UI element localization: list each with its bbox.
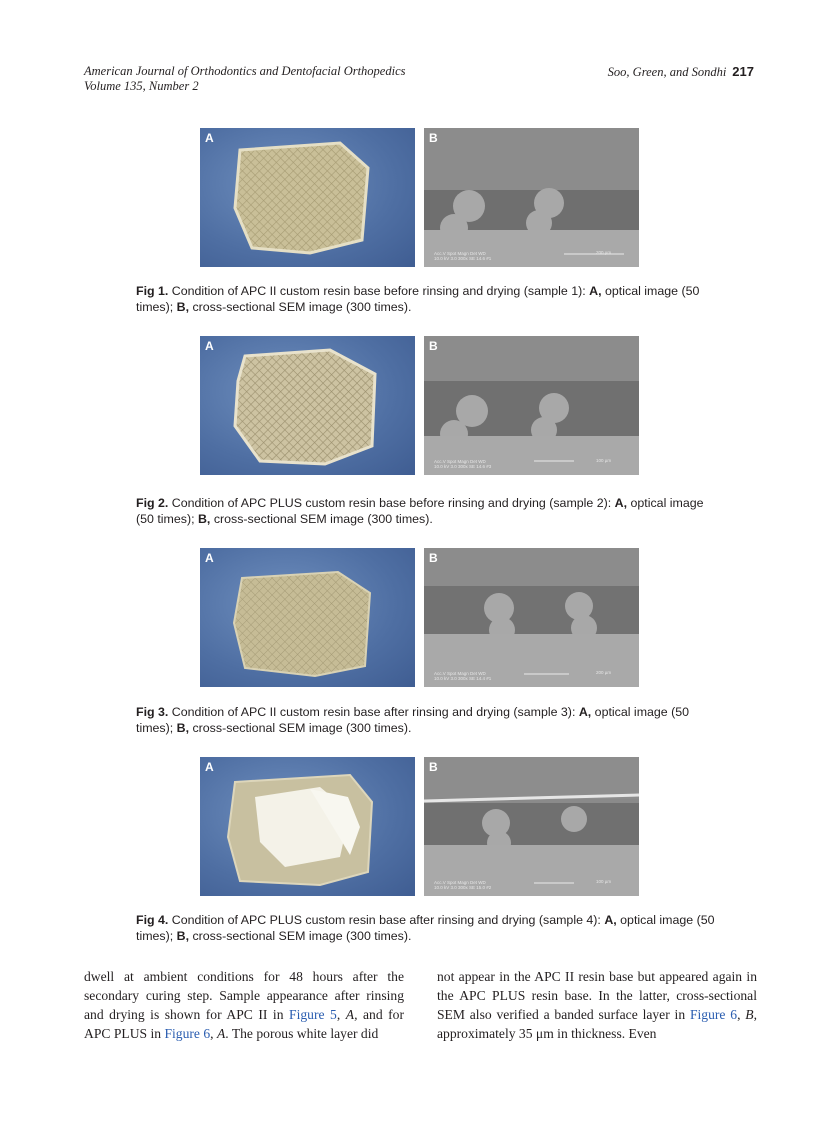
sem-info-line-2: 10.0 kV 3.0 300x SE 14.6 #1 — [434, 256, 492, 261]
resin-base-photo — [200, 548, 415, 687]
figure-4-caption — [136, 912, 716, 944]
panel-label-b: B — [429, 131, 438, 145]
caption-text: cross-sectional SEM image (300 times). — [210, 512, 433, 526]
figure-6-link[interactable]: Figure 6 — [689, 1007, 738, 1022]
body-text: , approximately 35 μm in thickness. Even — [437, 1007, 757, 1041]
caption-text: cross-sectional SEM image (300 times). — [189, 929, 412, 943]
figure-3-caption — [136, 704, 716, 736]
caption-panel-b: B, — [176, 929, 190, 943]
running-header-authors — [608, 64, 754, 80]
sem-cross-section — [424, 757, 639, 896]
panel-label-a: A — [205, 760, 214, 774]
body-text: not appear in the APC II resin base but appeared again in the APC PLUS resin base. In the latter, cross-sectional SEM also verified a banded surface layer in — [437, 969, 757, 1022]
caption-text: Condition of APC II custom resin base after rinsing and drying (sample 3): — [168, 705, 579, 719]
caption-text: Condition of APC PLUS custom resin base after rinsing and drying (sample 4): — [168, 913, 605, 927]
figure-6-link[interactable]: Figure 6 — [164, 1026, 211, 1041]
body-text: . The porous white layer did — [225, 1026, 379, 1041]
authors: Soo, Green, and Sondhi — [607, 65, 727, 79]
body-text: , — [336, 1007, 346, 1022]
resin-base-photo — [200, 336, 415, 475]
body-text: and for APC PLUS in — [84, 1007, 405, 1041]
caption-label: Fig 3. — [136, 705, 169, 719]
figure-5-link[interactable]: Figure 5 — [289, 1007, 337, 1022]
caption-text: cross-sectional SEM image (300 times). — [189, 721, 412, 735]
sem-cross-section — [424, 336, 639, 475]
sem-cross-section — [424, 128, 639, 267]
caption-text: optical image (50 times); — [136, 705, 690, 735]
caption-text: Condition of APC II custom resin base before rinsing and drying (sample 1): — [168, 284, 590, 298]
figure-4 — [200, 757, 639, 896]
caption-label: Fig 1. — [136, 284, 169, 298]
resin-base-photo — [200, 757, 415, 896]
caption-text: optical image (50 times); — [136, 284, 700, 314]
caption-panel-b: B, — [197, 512, 211, 526]
caption-text: cross-sectional SEM image (300 times). — [189, 300, 412, 314]
panel-label-b: B — [429, 551, 438, 565]
figure-2 — [200, 336, 639, 475]
panel-label-b: B — [429, 339, 438, 353]
figure-1-caption — [136, 283, 716, 315]
caption-text: optical image (50 times); — [136, 913, 715, 943]
body-text: , — [737, 1007, 746, 1022]
figure-4-optical-image — [200, 757, 415, 896]
figure-3-optical-image — [200, 548, 415, 687]
sem-info-bar — [434, 459, 491, 469]
sem-info-line-2: 10.0 kV 3.0 300x SE 14.6 #3 — [434, 464, 492, 469]
journal-title: American Journal of Orthodontics and Dentofacial Orthopedics — [84, 64, 406, 78]
body-text: dwell at ambient conditions for 48 hours after the secondary curing step. Sample appearance after rinsing and drying is shown for APC II in — [84, 969, 404, 1022]
caption-panel-a: A, — [578, 705, 592, 719]
body-column-right — [437, 967, 757, 1043]
caption-text: Condition of APC PLUS custom resin base before rinsing and drying (sample 2): — [168, 496, 615, 510]
figure-1-optical-image — [200, 128, 415, 267]
caption-label: Fig 4. — [136, 913, 169, 927]
panel-ref: A, — [345, 1007, 358, 1022]
caption-panel-a: A, — [589, 284, 602, 298]
body-text: , — [210, 1026, 217, 1041]
body-column-left — [84, 967, 404, 1043]
figure-1 — [200, 128, 639, 267]
panel-label-a: A — [205, 339, 214, 353]
figure-3-sem-image — [424, 548, 639, 687]
sem-info-line-1: Acc.V Spot Magn Det WD — [434, 880, 486, 885]
sem-info-line-2: 10.0 kV 3.0 300x SE 15.0 #2 — [434, 885, 492, 890]
scale-bar-label: 100 µm — [596, 458, 612, 463]
page-number: 217 — [732, 64, 754, 79]
sem-info-bar — [434, 880, 491, 890]
figure-1-sem-image — [424, 128, 639, 267]
sem-info-line-1: Acc.V Spot Magn Det WD — [434, 671, 486, 676]
figure-3 — [200, 548, 639, 687]
caption-label: Fig 2. — [136, 496, 169, 510]
sem-info-line-1: Acc.V Spot Magn Det WD — [434, 459, 486, 464]
caption-panel-a: A, — [604, 913, 617, 927]
panel-ref: A — [216, 1026, 226, 1041]
sem-info-bar — [434, 251, 491, 261]
sem-info-line-2: 10.0 kV 3.0 300x SE 14.4 #1 — [434, 676, 492, 681]
scale-bar-label: 200 µm — [596, 250, 612, 255]
panel-label-a: A — [205, 131, 214, 145]
figure-4-sem-image — [424, 757, 639, 896]
caption-panel-a: A, — [614, 496, 628, 510]
caption-text: optical image (50 times); — [136, 496, 704, 526]
running-header-journal — [84, 64, 406, 94]
journal-volume: Volume 135, Number 2 — [84, 79, 199, 93]
panel-label-b: B — [429, 760, 438, 774]
sem-info-line-1: Acc.V Spot Magn Det WD — [434, 251, 486, 256]
resin-base-photo — [200, 128, 415, 267]
sem-cross-section — [424, 548, 639, 687]
figure-2-sem-image — [424, 336, 639, 475]
panel-ref: B — [745, 1007, 754, 1022]
panel-label-a: A — [205, 551, 214, 565]
scale-bar-label: 100 µm — [596, 879, 612, 884]
caption-panel-b: B, — [176, 721, 190, 735]
figure-2-caption — [136, 495, 716, 527]
figure-2-optical-image — [200, 336, 415, 475]
caption-panel-b: B, — [176, 300, 190, 314]
sem-info-bar — [434, 671, 491, 681]
scale-bar-label: 200 µm — [596, 670, 612, 675]
